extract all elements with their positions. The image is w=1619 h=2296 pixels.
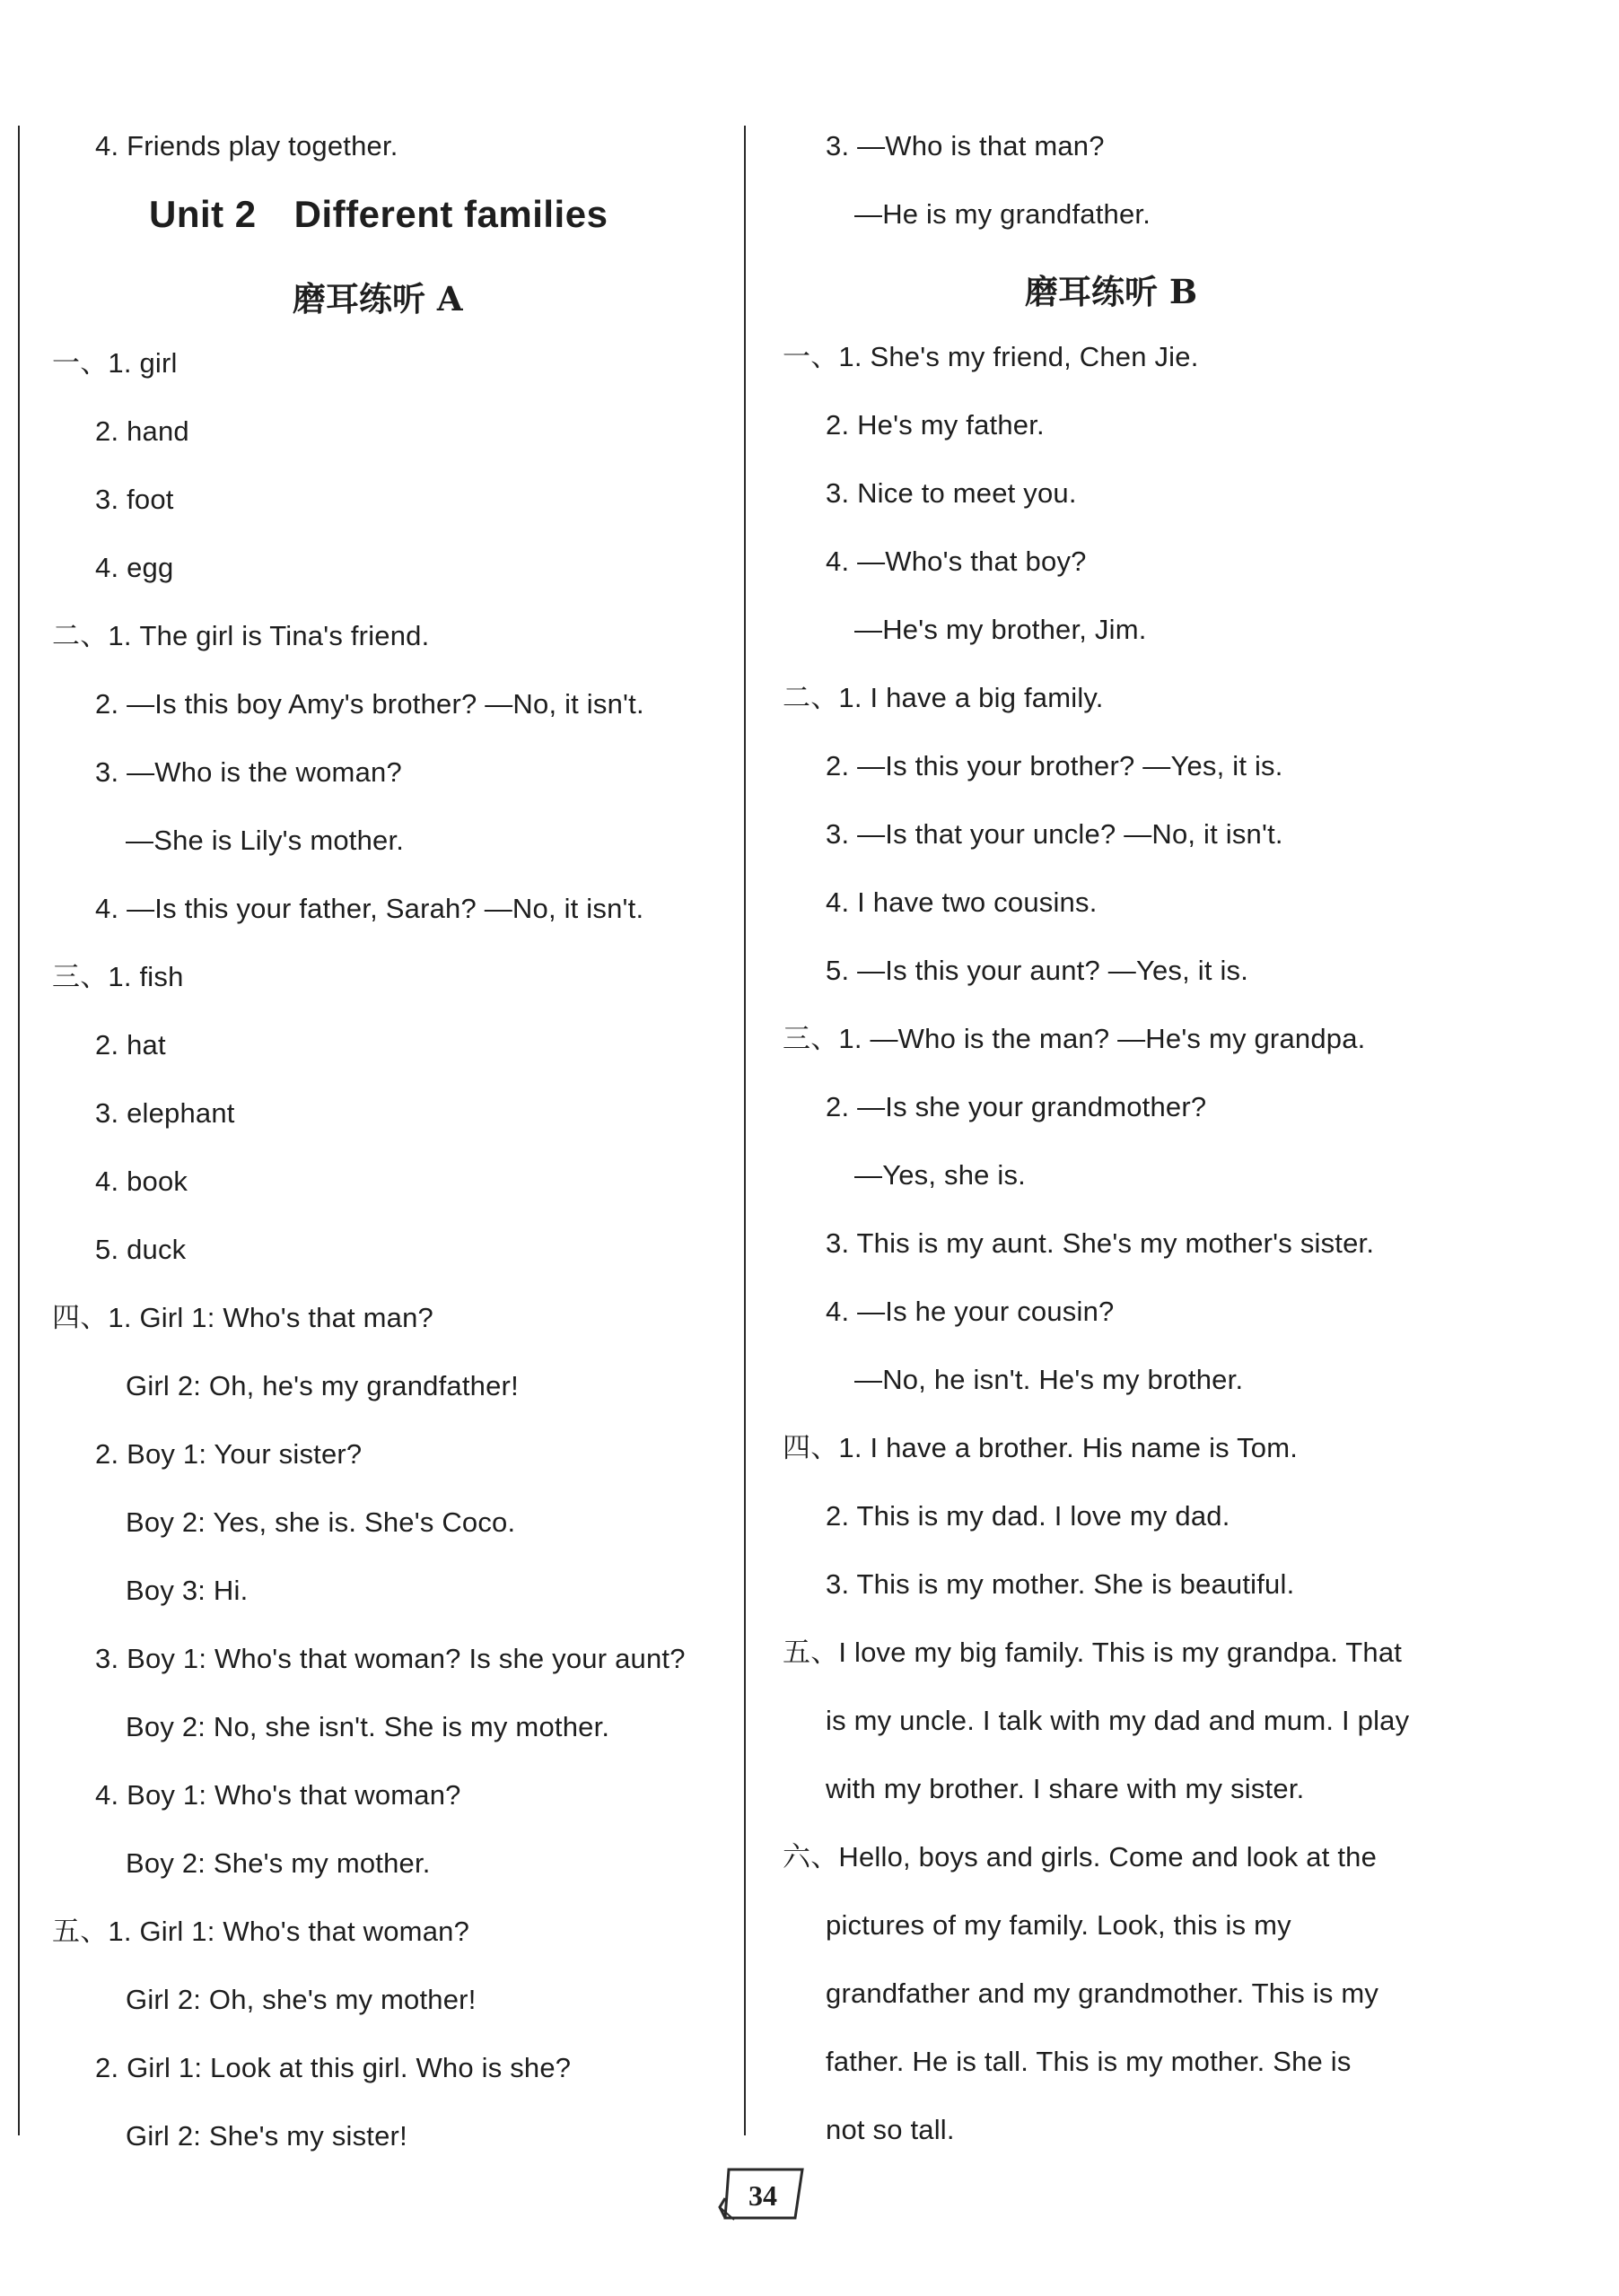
list-item: 2. hat <box>95 1029 166 1061</box>
list-item: —No, he isn't. He's my brother. <box>854 1364 1244 1395</box>
list-item: 5. duck <box>95 1234 187 1265</box>
list-item: Girl 2: Oh, she's my mother! <box>126 1984 477 2015</box>
unit-number: Unit 2 <box>149 193 257 235</box>
list-item: 二、1. I have a big family. <box>783 682 1104 713</box>
list-item: Girl 2: Oh, he's my grandfather! <box>126 1370 519 1401</box>
list-item: 3. Boy 1: Who's that woman? Is she your aunt? <box>95 1643 686 1674</box>
list-item: 5. —Is this your aunt? —Yes, it is. <box>826 955 1249 986</box>
list-item: 2. Girl 1: Look at this girl. Who is she? <box>95 2052 572 2083</box>
list-item: 二、1. The girl is Tina's friend. <box>52 620 430 651</box>
list-item: grandfather and my grandmother. This is my <box>826 1977 1379 2009</box>
left-top-line: 4. Friends play together. <box>95 130 398 162</box>
list-item: 4. —Is he your cousin? <box>826 1296 1115 1327</box>
list-item: 3. Nice to meet you. <box>826 477 1077 509</box>
list-item: Girl 2: She's my sister! <box>126 2120 407 2152</box>
list-item: —She is Lily's mother. <box>126 825 405 856</box>
list-item: Boy 2: She's my mother. <box>126 1847 431 1879</box>
list-item: Boy 2: No, she isn't. She is my mother. <box>126 1711 610 1742</box>
right-top-line: 3. —Who is that man? <box>826 130 1105 162</box>
list-item: pictures of my family. Look, this is my <box>826 1909 1291 1941</box>
list-item: with my brother. I share with my sister. <box>826 1773 1305 1804</box>
list-item: 3. —Who is the woman? <box>95 756 402 788</box>
list-item: 3. —Is that your uncle? —No, it isn't. <box>826 818 1283 850</box>
page-number-badge <box>716 2162 815 2227</box>
list-item: not so tall. <box>826 2114 955 2145</box>
list-item: 2. He's my father. <box>826 409 1045 441</box>
section-title-b: 磨耳练听 B <box>1025 272 1198 311</box>
list-item: 一、1. She's my friend, Chen Jie. <box>783 341 1199 372</box>
list-item: —He's my brother, Jim. <box>854 614 1147 645</box>
list-item: father. He is tall. This is my mother. She is <box>826 2046 1352 2077</box>
list-item: Boy 2: Yes, she is. She's Coco. <box>126 1506 516 1538</box>
list-item: 3. elephant <box>95 1097 235 1129</box>
list-item: 四、1. Girl 1: Who's that man? <box>52 1302 433 1333</box>
list-item: 三、1. —Who is the man? —He's my grandpa. <box>783 1023 1366 1054</box>
right-top-line: —He is my grandfather. <box>854 198 1151 230</box>
list-item: 2. —Is this your brother? —Yes, it is. <box>826 750 1283 781</box>
list-item: 3. foot <box>95 484 174 515</box>
list-item: —Yes, she is. <box>854 1159 1026 1191</box>
list-item: 2. —Is this boy Amy's brother? —No, it isn't. <box>95 688 644 720</box>
list-item: 4. book <box>95 1165 188 1197</box>
list-item: 4. I have two cousins. <box>826 886 1098 918</box>
section-title-a: 磨耳练听 A <box>293 279 463 319</box>
list-item: 4. —Who's that boy? <box>826 546 1087 577</box>
column-divider <box>744 126 746 2135</box>
unit-title <box>149 193 608 236</box>
list-item: 2. hand <box>95 415 189 447</box>
list-item: 一、1. girl <box>52 347 178 379</box>
list-item: 3. This is my aunt. She's my mother's sister. <box>826 1227 1375 1259</box>
list-item: 2. This is my dad. I love my dad. <box>826 1500 1230 1532</box>
list-item: 4. egg <box>95 552 174 583</box>
list-item: is my uncle. I talk with my dad and mum. I play <box>826 1705 1410 1736</box>
page-number: 34 <box>748 2179 777 2212</box>
list-item: Boy 3: Hi. <box>126 1575 249 1606</box>
list-item: 2. —Is she your grandmother? <box>826 1091 1207 1122</box>
list-item: 六、Hello, boys and girls. Come and look at the <box>783 1841 1378 1873</box>
list-item: 3. This is my mother. She is beautiful. <box>826 1568 1295 1600</box>
list-item: 4. —Is this your father, Sarah? —No, it isn't. <box>95 893 644 924</box>
list-item: 四、1. I have a brother. His name is Tom. <box>783 1432 1299 1463</box>
list-item: 2. Boy 1: Your sister? <box>95 1438 363 1470</box>
list-item: 五、I love my big family. This is my grandpa. That <box>783 1637 1403 1668</box>
list-item: 三、1. fish <box>52 961 184 992</box>
list-item: 4. Boy 1: Who's that woman? <box>95 1779 461 1811</box>
left-margin-rule <box>18 126 20 2135</box>
list-item: 五、1. Girl 1: Who's that woman? <box>52 1916 470 1947</box>
unit-name: Different families <box>293 193 608 235</box>
